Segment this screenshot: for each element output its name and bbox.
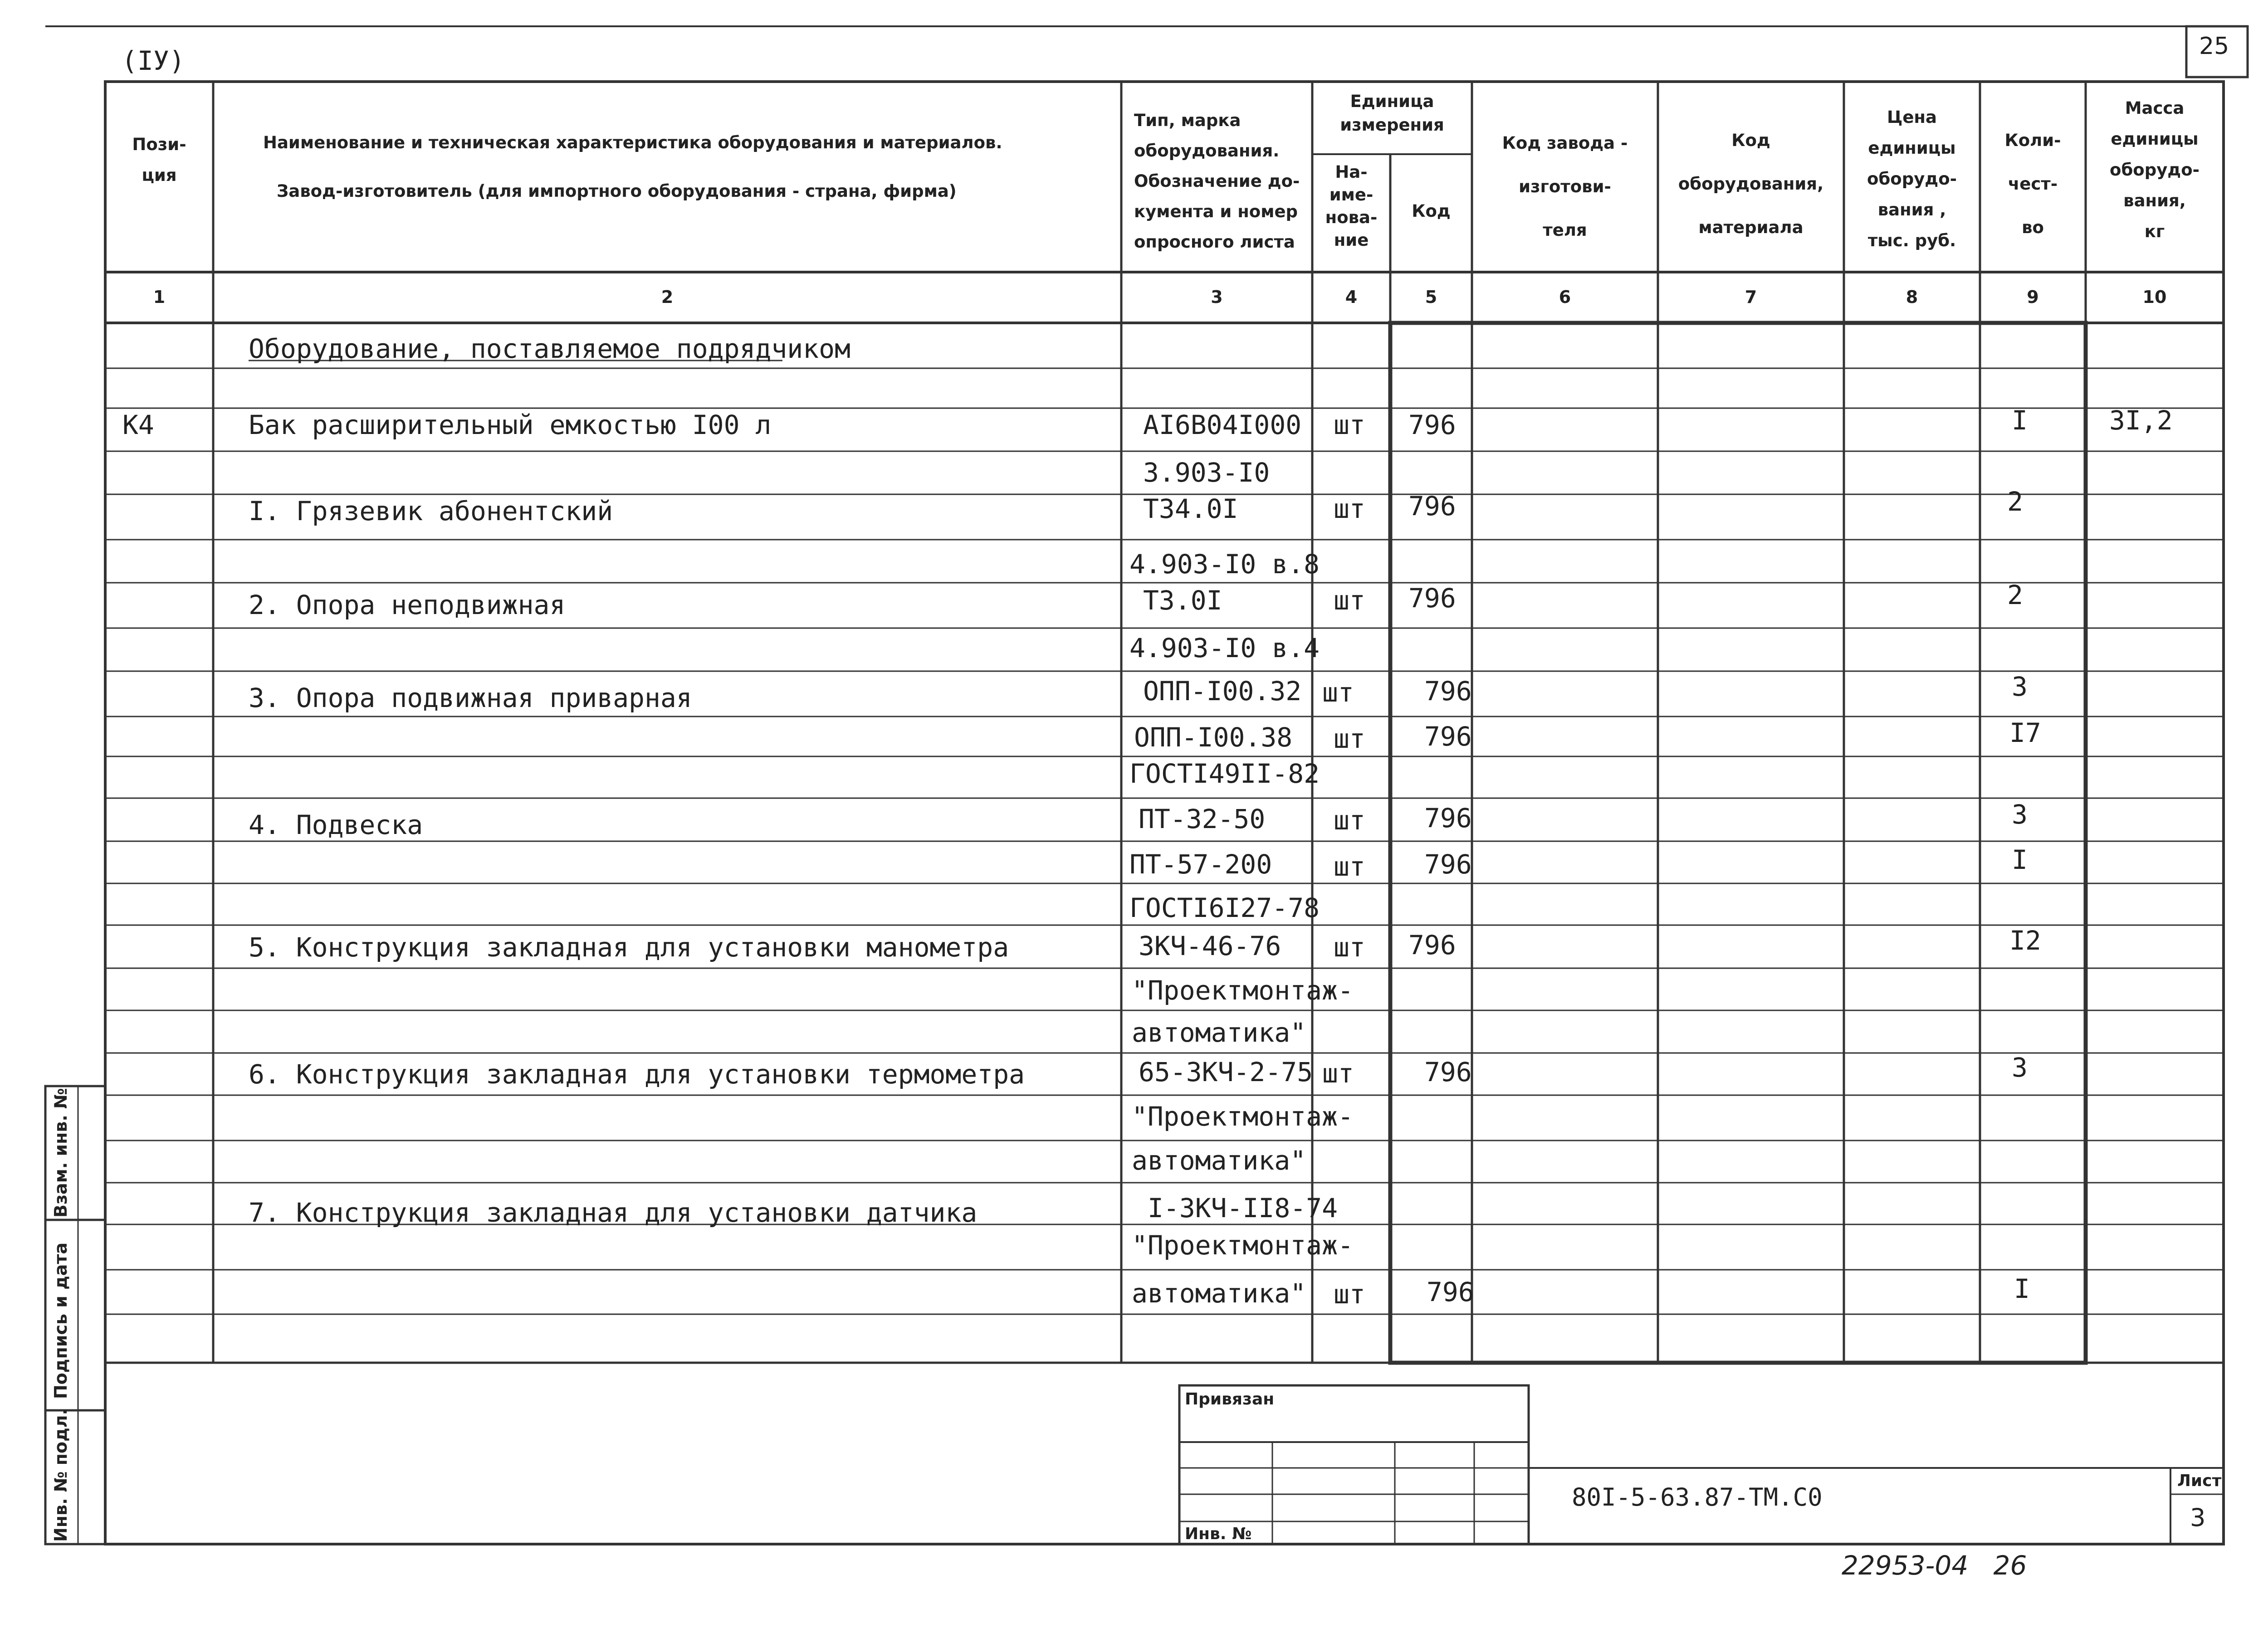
cell-unit: шт bbox=[1322, 677, 1354, 708]
cell-type: автоматика" bbox=[1132, 1278, 1306, 1309]
cell-type: ГОСТI6I27-78 bbox=[1129, 892, 1320, 923]
cell-qty: 3 bbox=[2012, 1052, 2028, 1083]
cell-type: ПТ-57-200 bbox=[1129, 849, 1272, 880]
col-num-1: 1 bbox=[153, 287, 166, 307]
col-num-5: 5 bbox=[1425, 287, 1437, 307]
cell-type: 4.903-I0 в.4 bbox=[1129, 633, 1320, 663]
page-number: 25 bbox=[2199, 33, 2229, 60]
cell-name: Бак расширительный емкостью I00 л bbox=[249, 409, 772, 440]
cell-code: 796 bbox=[1424, 676, 1472, 707]
cell-unit: шт bbox=[1334, 585, 1365, 616]
side-stamp-inv-podl: Инв. № подл. bbox=[51, 1408, 71, 1542]
cell-qty: 3 bbox=[2012, 799, 2028, 830]
cell-unit: шт bbox=[1334, 805, 1365, 836]
cell-type: ОПП-I00.38 bbox=[1134, 722, 1293, 753]
col2-header-line1: Наименование и техническая характеристика оборудования и материалов. bbox=[263, 133, 1002, 152]
cell-qty: I bbox=[2014, 1273, 2030, 1304]
cell-name: 7. Конструкция закладная для установки датчика bbox=[249, 1197, 978, 1228]
stamp-list-number: 3 bbox=[2190, 1503, 2206, 1532]
cell-qty: I7 bbox=[2009, 717, 2041, 748]
cell-type: 4.903-I0 в.8 bbox=[1129, 549, 1320, 580]
col-num-2: 2 bbox=[661, 287, 674, 307]
cell-code: 796 bbox=[1408, 930, 1456, 960]
col6-header: Код завода - изготови- теля bbox=[1502, 133, 1628, 240]
cell-qty: 3 bbox=[2012, 671, 2028, 702]
col-num-8: 8 bbox=[1906, 287, 1918, 307]
cell-unit: шт bbox=[1334, 932, 1365, 963]
cell-position: К4 bbox=[122, 409, 154, 440]
col4-header: На- име- нова- ние bbox=[1325, 162, 1378, 250]
cell-qty: I bbox=[2012, 844, 2028, 875]
cell-type: AI6B04I000 bbox=[1143, 409, 1302, 440]
cell-code: 796 bbox=[1424, 803, 1472, 834]
stamp-privyazan: Привязан bbox=[1185, 1390, 1275, 1409]
side-stamp-vzam: Взам. инв. № bbox=[51, 1088, 71, 1218]
unit-group-header: Единица измерения bbox=[1340, 92, 1444, 135]
doc-code: 80I-5-63.87-ТМ.С0 bbox=[1572, 1483, 1823, 1511]
cell-name: I. Грязевик абонентский bbox=[249, 496, 613, 526]
cell-type: "Проектмонтаж- bbox=[1132, 975, 1354, 1006]
col7-header: Код оборудования, материала bbox=[1678, 131, 1824, 237]
cell-code: 796 bbox=[1408, 583, 1456, 614]
cell-type: "Проектмонтаж- bbox=[1132, 1230, 1354, 1261]
cell-type: автоматика" bbox=[1132, 1017, 1306, 1048]
page-label: (IУ) bbox=[122, 45, 185, 76]
cell-name: 3. Опора подвижная приварная bbox=[249, 682, 692, 713]
cell-qty: 2 bbox=[2007, 486, 2023, 517]
cell-name: 5. Конструкция закладная для установки манометра bbox=[249, 932, 1009, 963]
cell-name: 2. Опора неподвижная bbox=[249, 590, 566, 620]
col1-header: Пози- ция bbox=[132, 135, 186, 185]
stamp-list-label: Лист bbox=[2177, 1472, 2222, 1490]
cell-type: I-3КЧ-II8-74 bbox=[1148, 1193, 1338, 1224]
col9-header: Коли- чест- во bbox=[2004, 131, 2061, 237]
col-num-10: 10 bbox=[2142, 287, 2167, 307]
cell-type: ПТ-32-50 bbox=[1139, 804, 1266, 834]
cell-type: ГОСТI49II-82 bbox=[1129, 758, 1320, 789]
cell-type: Т3.0I bbox=[1143, 585, 1222, 616]
cell-qty: I bbox=[2012, 405, 2028, 436]
cell-type: 3.903-I0 bbox=[1143, 457, 1270, 488]
cell-qty: I2 bbox=[2009, 925, 2041, 956]
footer-handwritten-number: 22953-04 26 bbox=[1842, 1550, 2027, 1581]
stamp-inv-no: Инв. № bbox=[1185, 1525, 1252, 1543]
cell-type: "Проектмонтаж- bbox=[1132, 1101, 1354, 1132]
cell-unit: шт bbox=[1334, 493, 1365, 524]
cell-name: 6. Конструкция закладная для установки термометра bbox=[249, 1059, 1025, 1090]
cell-type: ОПП-I00.32 bbox=[1143, 676, 1302, 707]
cell-code: 796 bbox=[1424, 849, 1472, 880]
cell-type: 3КЧ-46-76 bbox=[1139, 931, 1281, 961]
cell-type: 65-3КЧ-2-75 bbox=[1139, 1057, 1313, 1087]
cell-type: Т34.0I bbox=[1143, 493, 1238, 524]
cell-unit: шт bbox=[1334, 1279, 1365, 1310]
cell-code: 796 bbox=[1408, 491, 1456, 522]
col-num-3: 3 bbox=[1211, 287, 1223, 307]
cell-unit: шт bbox=[1334, 409, 1365, 440]
section-title: Оборудование, поставляемое подрядчиком bbox=[249, 333, 850, 364]
cell-code: 796 bbox=[1408, 409, 1456, 440]
cell-unit: шт bbox=[1334, 723, 1365, 754]
cell-unit: шт bbox=[1334, 851, 1365, 882]
cell-type: автоматика" bbox=[1132, 1145, 1306, 1176]
cell-code: 796 bbox=[1424, 1057, 1472, 1087]
col-num-4: 4 bbox=[1345, 287, 1358, 307]
cell-code: 796 bbox=[1424, 721, 1472, 752]
col10-header: Масса единицы оборудо- вания, кг bbox=[2110, 98, 2200, 241]
col8-header: Цена единицы оборудо- вания , тыс. руб. bbox=[1867, 107, 1957, 250]
cell-mass: 3I,2 bbox=[2109, 405, 2173, 436]
col-num-9: 9 bbox=[2027, 287, 2039, 307]
col-num-7: 7 bbox=[1745, 287, 1757, 307]
side-stamp-podpis: Подпись и дата bbox=[51, 1242, 71, 1399]
col5-header: Код bbox=[1412, 201, 1451, 221]
col3-header: Тип, марка оборудования. Обозначение до- кумента и номер опросного листа bbox=[1134, 111, 1300, 252]
col2-header-line2: Завод-изготовитель (для импортного оборудования - страна, фирма) bbox=[277, 181, 957, 201]
cell-code: 796 bbox=[1427, 1277, 1474, 1307]
col-num-6: 6 bbox=[1559, 287, 1571, 307]
cell-name: 4. Подвеска bbox=[249, 809, 423, 840]
cell-qty: 2 bbox=[2007, 580, 2023, 610]
cell-unit: шт bbox=[1322, 1058, 1354, 1089]
